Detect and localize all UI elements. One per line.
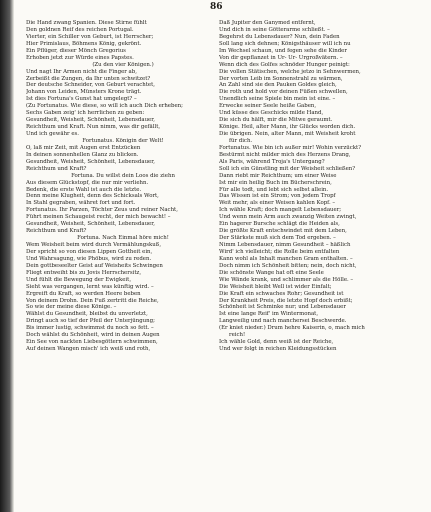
text-line: Erwecke seiner Seele heiße Gaben, [219, 103, 317, 110]
text-line: Ist eine lange Reif' im Wintermonat, [219, 311, 319, 318]
text-line: Und fühlt die Bewegung der Ewigkeit, [26, 276, 132, 283]
text-line: Ich wähle Kraft; doch mangelt Lebensdauer; [219, 207, 342, 214]
text-line: (Er kniet nieder.) Drum hehre Kaiserin, o, mach mich [219, 325, 365, 332]
text-line: Und nagt Ihr Armen nicht die Finger ab, [26, 68, 137, 75]
text-line: Und Wahrsagung, wie Phöbus, wird zu reden. [26, 255, 152, 262]
text-line: Von deinem Drohn. Dein Fuß zertritt die Reiche, [26, 297, 159, 304]
text-line: Sechs Gaben zeig' ich herrlichen zu geben: [26, 110, 145, 117]
text-line: In Stahl gegraben, währet fort und fort. [26, 200, 136, 207]
text-line: An Zahl sind sie den Pauken Goldes gleich, [219, 82, 337, 89]
text-line: Kann wohl als Inhalt manchen Gram enthalten. – [219, 255, 353, 262]
text-line: Der Krankheit Preis, die letzte Hopf doch erbißt; [219, 297, 353, 304]
text-line: Die vollen Stätischen, welche jetzo in Sehnwermen, [219, 68, 361, 75]
text-line: reich! [229, 332, 246, 339]
text-line: Daß Jupiter den Ganymed entfernt, [219, 20, 316, 26]
text-line: Begehrst du Lebensdauer? Nun, dein Faden [219, 33, 340, 40]
text-line: Doch nimm ich Schönheit bitten; nein, doch nicht, [219, 262, 357, 269]
text-line: Reichthum und Kraft? [26, 228, 87, 235]
text-line: Soll ich ein Günstling mit der Weisheit schließen? [219, 165, 356, 172]
text-line: Wenn dich des Golfes schnöder Hunger peinigt: [219, 61, 350, 68]
text-line: für dich. [229, 137, 253, 144]
text-line: Die sich du hälft, mir die Mitwe geraumt. [219, 117, 333, 124]
text-line: Könige. Heil, alter Mann, ihr Glücks worden dich. [219, 124, 356, 131]
text-line: Ergreift du Kraft, so werden Heere beben [26, 290, 141, 297]
text-line: Ein See von nackten Liebesgöttern schwimmen, [26, 339, 158, 346]
text-line: Im Wechsel schaun, und fegen sehe die Kinder [219, 47, 347, 54]
text-line: Und küsse des Geschicks milde Hand, [219, 110, 324, 117]
text-line: Der deutsche Schneider, von Geburt verachtet, [26, 82, 155, 89]
text-line: Fortunatus. Königin der Welt! [82, 137, 164, 144]
text-line: Reichthum und Kraft? [26, 165, 87, 172]
text-line: Den goldnen Reif des reichen Portugal. [26, 26, 134, 33]
text-line: Fortuna. Nach Einmal höre mich! [77, 235, 169, 242]
text-line: Dann riebt mir Reichthum; um einer Weise [219, 172, 337, 179]
text-line: (Zu Fortunatus. Wie diese, so will ich auch Dich erheben; [26, 103, 183, 110]
text-line: Der vorten Leib im Sonnenstrahl zu wärmen, [219, 75, 343, 82]
text-line: Bestürmt nicht milder mich des Herzens Drang, [219, 151, 351, 158]
text-line: Als Paris, während Troja's Untergang? [219, 158, 325, 165]
text-line: Schönheit ist Schminke nur; und Lebensdauer [219, 304, 346, 311]
text-line: Fortunatus. Ihr Parzen, Töchter Zeus und reiner Nacht, [26, 207, 178, 214]
text-line: Bedenk, die erste Wahl ist auch die letzte. [26, 186, 142, 193]
text-line: Soll lang sich dehnen; Königsthäuser will ich nu [219, 40, 351, 47]
text-line: Johann von Leiden, Münsters Krone trägt. [26, 89, 142, 96]
text-line: Und wer folgt in reichen Kleidungsstücken [219, 346, 337, 353]
text-line: Die roth und hold vor deinen Füßen schwellen, [219, 89, 348, 96]
right-text-column [219, 20, 413, 353]
text-line: Dein gottbeseelter Geist auf Weisheits Schwingen [26, 262, 163, 269]
text-line: Die größte Kraft entschwindet mit dem Leben, [219, 228, 347, 235]
text-line: Gesundheit, Weisheit, Schönheit, Lebensdauer, [26, 158, 155, 165]
text-line: Unendlich seine Spiele bin mein ist eine. – [219, 96, 336, 103]
text-line: O, laß mir Zeit, mit Augen erst Entzücken [26, 144, 141, 151]
text-line: Vierter, ein Schiller von Geburt, ist Herrscher; [26, 33, 154, 40]
text-line: Wie Wände krank, und schlimmer als die Hölle. – [219, 276, 354, 283]
text-line: So wie der meine diese Könige. – [26, 304, 117, 311]
text-line: Auf deinen Wangen misch' ich weiß und roth, [26, 346, 151, 353]
text-line: In deinen sonnenhellen Glanz zu blicken. [26, 151, 139, 158]
text-line: Wählst du Gesundheit, bleibst du unverletzt, [26, 311, 148, 318]
text-line: Und dich in seine Götterarme schließt. – [219, 26, 330, 33]
text-line: Gesundheit, Weisheit, Schönheit, Lebensdauer, [26, 117, 155, 124]
text-line: Ist mir ein heilig Buch im Bücherschrein, [219, 179, 332, 186]
text-line: Die Weisheit bleibt Well ist wider Einfalt; [219, 283, 332, 290]
text-line: Zerbeißt die Zungen, da Ihr unten schwitzet? [26, 75, 151, 82]
text-line: Führt meinen Schaugeist recht, der mich bewacht! – [26, 214, 171, 221]
text-line: Und wenn mein Arm auch zwanzig Weiten zwingt, [219, 214, 357, 221]
text-line: Wem Weisheit beim wird durch Vermählungskuß, [26, 242, 162, 248]
text-line: Die schönste Wange hat oft eine Seele [219, 269, 324, 276]
text-line: Für alle todt, und lebt sich selbst allein. [219, 186, 329, 193]
text-line: Aus diesem Glückstopf, die nur mir verliehn. [26, 179, 149, 186]
text-line: Doch wählst du Schönheit, wird in deinen Augen [26, 332, 160, 339]
left-text-column [26, 20, 220, 353]
text-line: Ein Pflüger, dieser Mönch Gregorius [26, 47, 126, 54]
text-line: Und ich gewähr es. [26, 131, 80, 137]
text-line: Die Kraft ein schwaches Rohr; Gesundheit ist [219, 290, 344, 297]
text-line: Fliegt entweiht bis zu Jovis Herrschersitz, [26, 269, 142, 276]
text-line: Fortuna. Du willst dein Loos die ziehn [71, 172, 175, 179]
text-line: Die übrigen. Nein, alter Mann, mit Weisheit kroht [219, 131, 356, 137]
text-line: Dringt auch so tief der Pfeil der Unterjüngung; [26, 318, 155, 325]
text-line: Bis immer lustig, schwimmst du noch so fett. – [26, 325, 154, 332]
text-line: Von dir gepflanzet in Ur- Ur- Urgroßvätern. – [219, 54, 343, 61]
text-line: Nimm Lebensdauer, nimm Gesundheit – häßlich [219, 242, 351, 248]
text-line: Wird' ich vielleicht; die Rolle beim entfalten [219, 248, 340, 255]
text-line: Das Wissen ist ein Strom; von jedem Tropf [219, 193, 336, 200]
text-line: Erhoben jetzt zur Würde eines Papstes. [26, 54, 134, 61]
text-line: Gesundheit, Weisheit, Schönheit, Lebensdauer, [26, 221, 155, 228]
text-line: Ist dies Fortuna's Gunst hat umgelegt? – [26, 96, 137, 103]
text-line: Ein hagerer Bursche schlägt die Heiden als, [219, 221, 340, 228]
text-line: Langweilig und nach manchersei Beschwerde. [219, 318, 347, 325]
text-line: Fortunatus. Wie bin ich außer mir! Wohin verzückt? [219, 144, 362, 151]
text-line: (Zu den vier Königen.) [92, 61, 154, 68]
text-line: Hier Primislaus, Böhmens König, gekrönt. [26, 40, 142, 47]
text-line: Denn meine Klugheit, denn des Schicksals Wort, [26, 193, 159, 200]
text-line: Weit mehr, als einer Weisen kahlen Kopf. – [219, 200, 336, 207]
text-line: Der Stärkste muß sich dem Tod ergeben. – [219, 235, 336, 242]
text-line: Sieht was vergangen, lernt was künftig wird. – [26, 283, 154, 290]
text-line: Die Hand zwang Spanien. Diese Stirne fühlt [26, 20, 147, 26]
book-gutter [0, 0, 14, 512]
text-line: Reichthum und Kraft. Nun nimm, was dir gefällt, [26, 124, 161, 131]
text-line: Ich wähle Gold, denn weiß ist der Reiche, [219, 339, 334, 346]
text-line: Der spricht so von diesen Lippen Gottheit ein, [26, 248, 153, 255]
page-number: 86 [210, 2, 223, 12]
